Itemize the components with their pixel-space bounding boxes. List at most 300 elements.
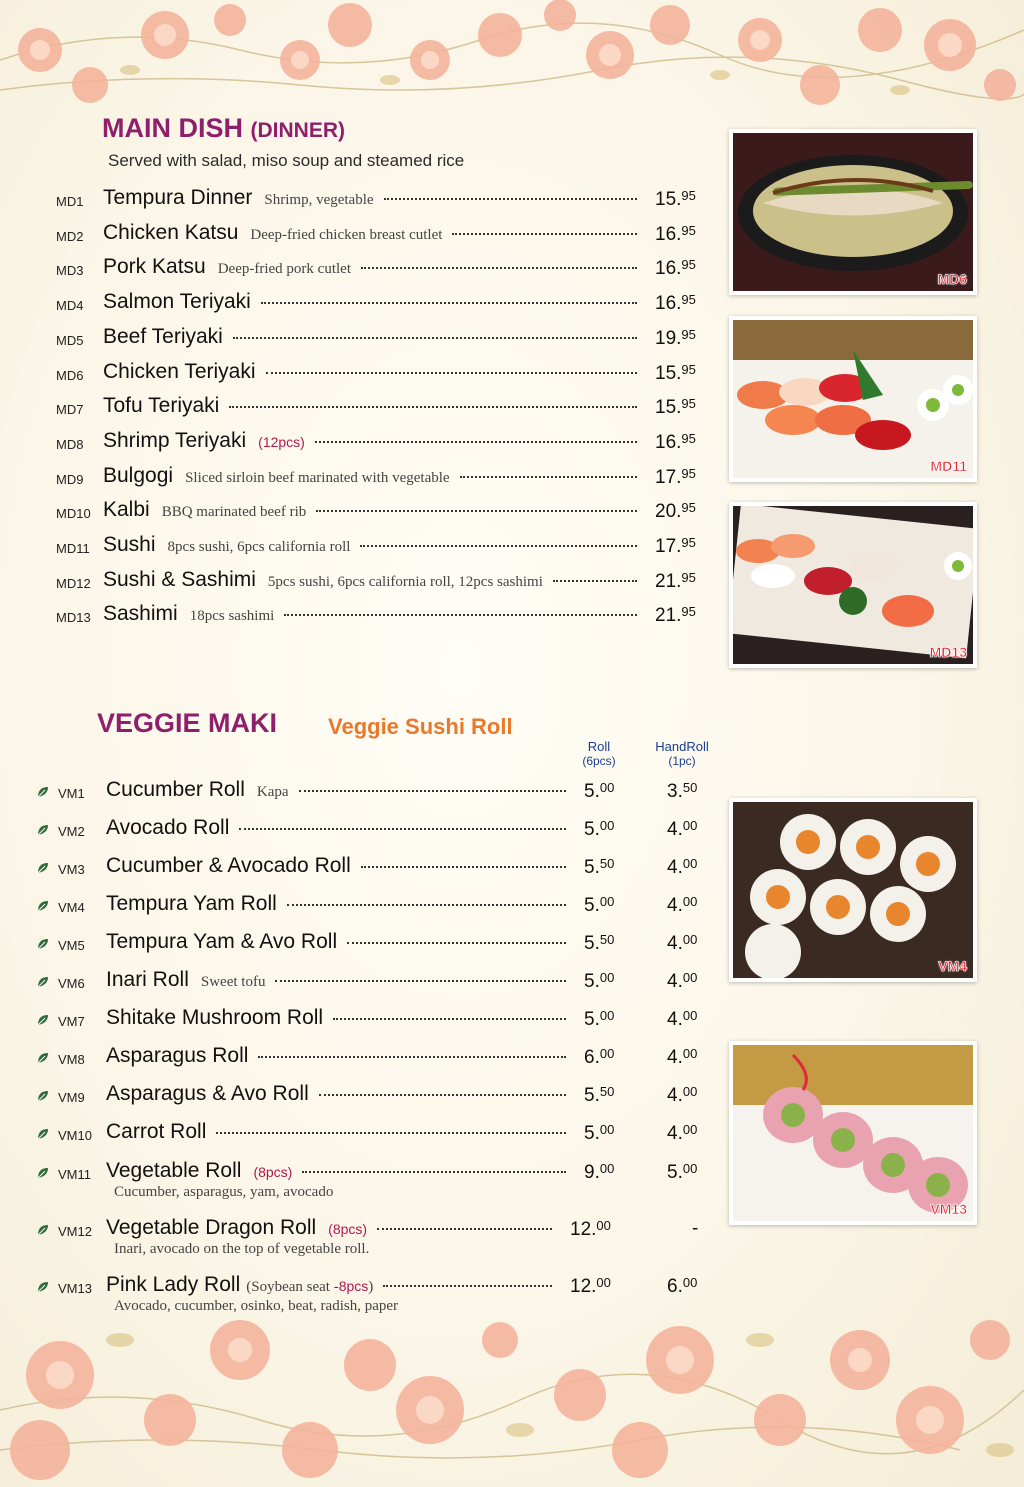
- roll-price: [584, 818, 614, 841]
- price-dollars: 4.: [667, 819, 683, 840]
- item-name: Pink Lady Roll: [106, 1273, 241, 1296]
- item-line: [106, 816, 572, 840]
- roll-price: [584, 932, 614, 955]
- menu-row-vm11: [36, 1159, 706, 1200]
- menu-row-vm13: [36, 1273, 706, 1314]
- item-description: Deep-fried chicken breast cutlet: [250, 226, 443, 243]
- price-dollars: 5.: [584, 933, 600, 954]
- item-line: [103, 255, 643, 279]
- menu-row-md13: [56, 602, 702, 632]
- item-name: Vegetable Roll: [106, 1159, 242, 1182]
- menu-row-vm8: [36, 1044, 706, 1074]
- veggie-maki-subtitle: Veggie Sushi Roll: [328, 714, 513, 739]
- item-name: Kalbi: [103, 498, 150, 522]
- dot-leader: [239, 828, 566, 830]
- handroll-price: [667, 970, 697, 993]
- item-name: Asparagus Roll: [106, 1044, 249, 1067]
- menu-row-md4: [56, 290, 702, 320]
- dot-leader: [302, 1171, 566, 1173]
- dot-leader: [275, 980, 566, 982]
- price-dollars: 5.: [584, 971, 600, 992]
- dot-leader: [333, 1018, 566, 1020]
- handroll-price: [667, 856, 697, 879]
- item-code: MD4: [56, 298, 84, 314]
- price-dollars: 16.: [655, 431, 682, 453]
- price-cents: 95: [681, 569, 696, 585]
- item-price: [655, 223, 696, 246]
- item-description: Deep-fried pork cutlet: [217, 261, 351, 278]
- dot-leader: [553, 580, 637, 582]
- price-cents: 50: [599, 932, 615, 947]
- price-cents: 00: [682, 1161, 698, 1176]
- menu-row-md8: [56, 429, 702, 459]
- dot-leader: [377, 1228, 552, 1230]
- leaf-icon: [36, 899, 50, 913]
- item-code: VM8: [58, 1052, 85, 1067]
- handroll-price: [667, 818, 697, 841]
- item-piece-count: (8pcs): [253, 1164, 293, 1180]
- price-dollars: 4.: [667, 895, 683, 916]
- column-header-roll-qty: (6pcs): [582, 754, 616, 768]
- column-header-handroll-label: HandRoll: [655, 739, 709, 754]
- item-line: [106, 968, 572, 992]
- item-piece-count: (12pcs): [258, 433, 305, 450]
- leaf-icon: [36, 1223, 50, 1237]
- price-dollars: 20.: [655, 501, 682, 523]
- item-name: Shitake Mushroom Roll: [106, 1006, 324, 1029]
- item-description: 5pcs sushi, 6pcs california roll, 12pcs sashimi: [267, 573, 543, 590]
- item-code: MD7: [56, 402, 84, 418]
- item-line: [103, 464, 643, 488]
- roll-price: [584, 970, 614, 993]
- item-code: VM2: [58, 824, 85, 839]
- price-cents: 50: [682, 780, 698, 795]
- item-price: [655, 431, 696, 454]
- item-line: [106, 892, 572, 916]
- photo-tag: VM4: [938, 958, 967, 974]
- item-price: [655, 327, 696, 350]
- dot-leader: [261, 302, 637, 304]
- item-code: VM13: [58, 1281, 92, 1296]
- item-name: Sushi & Sashimi: [103, 567, 256, 591]
- price-cents: 95: [681, 257, 696, 273]
- photo-md11: [729, 316, 977, 482]
- handroll-price: [667, 894, 697, 917]
- item-name: Tempura Yam Roll: [106, 892, 277, 915]
- item-name: Avocado Roll: [106, 816, 230, 839]
- roll-price: [584, 780, 614, 803]
- menu-row-vm4: [36, 892, 706, 922]
- item-price: [655, 188, 696, 211]
- dot-leader: [258, 1056, 566, 1058]
- item-code: MD3: [56, 263, 84, 279]
- menu-row-vm12: [36, 1216, 706, 1257]
- dot-leader: [284, 614, 637, 616]
- dot-leader: [216, 1132, 566, 1134]
- menu-row-md1: [56, 186, 702, 216]
- price-dollars: 17.: [655, 466, 682, 488]
- price-dollars: 21.: [655, 570, 682, 592]
- item-name: Cucumber Roll: [106, 778, 245, 801]
- leaf-icon: [36, 937, 50, 951]
- dot-leader: [361, 866, 566, 868]
- price-dollars: 4.: [667, 1009, 683, 1030]
- price-cents: 00: [596, 1275, 611, 1290]
- item-line: [103, 325, 643, 349]
- handroll-price: [667, 1008, 697, 1031]
- item-code: MD5: [56, 332, 84, 348]
- item-name: Asparagus & Avo Roll: [106, 1082, 309, 1105]
- item-description: (Soybean seat -: [246, 1279, 339, 1295]
- handroll-price: [692, 1218, 698, 1240]
- price-dollars: 5.: [667, 1162, 683, 1183]
- price-dollars: 5.: [584, 895, 600, 916]
- dot-leader: [233, 337, 637, 339]
- menu-row-vm7: [36, 1006, 706, 1036]
- roll-price: [584, 894, 614, 917]
- price-dollars: 15.: [655, 397, 682, 419]
- menu-row-vm2: [36, 816, 706, 846]
- item-line: [106, 1044, 572, 1068]
- dot-leader: [287, 904, 566, 906]
- item-code: MD1: [56, 194, 84, 209]
- floral-border-top: [0, 0, 1024, 120]
- item-price: [655, 500, 696, 523]
- item-description: Sliced sirloin beef marinated with vegetable: [185, 469, 450, 486]
- photo-md13: [729, 502, 977, 668]
- photo-tag: MD13: [929, 644, 967, 660]
- item-line: [106, 1006, 572, 1030]
- column-header-roll-label: Roll: [587, 739, 611, 754]
- item-line: [106, 1216, 558, 1240]
- price-dollars: 19.: [655, 327, 682, 349]
- dot-leader: [360, 545, 637, 547]
- menu-row-md3: [56, 255, 702, 285]
- price-cents: 00: [682, 856, 698, 871]
- item-name: Bulgogi: [103, 463, 174, 487]
- item-line: [103, 533, 643, 557]
- leaf-icon: [36, 1127, 50, 1141]
- price-cents: 00: [599, 894, 615, 909]
- item-code: VM4: [58, 900, 85, 915]
- item-code: MD6: [56, 367, 84, 383]
- dot-leader: [229, 406, 637, 408]
- price-cents: 50: [599, 1084, 615, 1099]
- handroll-price: [667, 932, 697, 955]
- price-dollars: -: [692, 1218, 699, 1239]
- price-dollars: 5.: [584, 1123, 600, 1144]
- item-description: Kapa: [256, 784, 289, 800]
- item-line: [106, 930, 572, 954]
- item-line: [103, 568, 643, 592]
- leaf-icon: [36, 823, 50, 837]
- item-code: VM12: [58, 1224, 92, 1239]
- price-cents: 95: [681, 430, 696, 446]
- menu-row-vm10: [36, 1120, 706, 1150]
- menu-row-md9: [56, 464, 702, 494]
- leaf-icon: [36, 1280, 50, 1294]
- price-cents: 95: [681, 222, 696, 238]
- dot-leader: [319, 1094, 566, 1096]
- menu-row-vm9: [36, 1082, 706, 1112]
- price-cents: 50: [599, 856, 615, 871]
- menu-row-vm3: [36, 854, 706, 884]
- item-code: VM10: [58, 1128, 92, 1143]
- item-line: [103, 498, 643, 522]
- price-cents: 95: [681, 465, 696, 481]
- menu-row-vm6: [36, 968, 706, 998]
- price-cents: 00: [599, 1046, 615, 1061]
- item-line: [106, 1120, 572, 1144]
- item-name: Shrimp Teriyaki: [103, 428, 247, 452]
- roll-price: [584, 1046, 614, 1069]
- dot-leader: [460, 476, 637, 478]
- price-dollars: 16.: [655, 258, 682, 280]
- price-dollars: 17.: [655, 536, 682, 557]
- item-ingredients: Avocado, cucumber, osinko, beat, radish, paper: [114, 1298, 399, 1314]
- item-code: VM5: [58, 938, 85, 953]
- price-dollars: 5.: [584, 1085, 600, 1106]
- leaf-icon: [36, 785, 50, 799]
- price-cents: 00: [682, 1084, 698, 1099]
- menu-row-md11: [56, 533, 702, 563]
- item-code: VM11: [58, 1167, 91, 1182]
- item-line: [103, 360, 643, 384]
- price-cents: 00: [682, 1275, 698, 1290]
- item-line: [106, 778, 572, 802]
- veggie-maki-title: VEGGIE MAKI: [97, 708, 278, 738]
- price-dollars: 16.: [655, 223, 682, 245]
- handroll-price: [667, 1122, 697, 1145]
- column-header-roll: [570, 740, 628, 768]
- main-dish-subtitle: Served with salad, miso soup and steamed rice: [108, 151, 465, 170]
- item-name: Chicken Katsu: [103, 220, 239, 244]
- item-piece-count: 8pcs: [338, 1278, 369, 1294]
- dot-leader: [383, 1285, 552, 1287]
- photo-vm13: [729, 1041, 977, 1225]
- item-description: Sweet tofu: [200, 974, 266, 990]
- column-header-handroll-qty: (1pc): [668, 754, 696, 768]
- item-ingredients: Cucumber, asparagus, yam, avocado: [114, 1184, 334, 1200]
- item-code: MD8: [56, 436, 84, 452]
- item-price: [655, 570, 696, 593]
- price-cents: 00: [682, 818, 698, 833]
- item-line: [103, 602, 643, 626]
- item-name: Pork Katsu: [103, 255, 206, 279]
- price-dollars: 5.: [584, 1009, 600, 1030]
- price-cents: 95: [681, 396, 696, 412]
- photo-tag: MD11: [930, 458, 967, 474]
- dot-leader: [384, 198, 637, 200]
- leaf-icon: [36, 1013, 50, 1027]
- handroll-price: [667, 1084, 697, 1107]
- item-price: [655, 466, 696, 489]
- roll-price: [584, 1122, 614, 1145]
- price-dollars: 4.: [667, 971, 683, 992]
- item-price: [655, 362, 696, 385]
- leaf-icon: [36, 1089, 50, 1103]
- item-description: BBQ marinated beef rib: [161, 504, 307, 521]
- price-cents: 00: [682, 1008, 698, 1023]
- item-line: [103, 394, 643, 418]
- item-name: Beef Teriyaki: [103, 324, 223, 348]
- menu-row-md12: [56, 568, 702, 598]
- item-description: 8pcs sushi, 6pcs california roll: [167, 539, 351, 555]
- item-code: VM6: [58, 976, 85, 991]
- price-cents: 95: [681, 604, 696, 620]
- roll-price: [570, 1275, 611, 1298]
- menu-row-md6: [56, 360, 702, 390]
- price-cents: 95: [681, 500, 696, 516]
- item-ingredients: Inari, avocado on the top of vegetable roll.: [114, 1241, 370, 1257]
- item-line: [103, 290, 643, 314]
- dot-leader: [299, 790, 566, 792]
- price-dollars: 3.: [667, 781, 683, 802]
- price-dollars: 15.: [655, 362, 682, 384]
- price-dollars: 4.: [667, 1085, 683, 1106]
- floral-border-bottom: [0, 1300, 1024, 1487]
- leaf-icon: [36, 975, 50, 989]
- item-name: Salmon Teriyaki: [103, 290, 251, 314]
- price-cents: 00: [599, 1161, 615, 1176]
- price-dollars: 9.: [584, 1162, 600, 1183]
- price-cents: 00: [682, 1122, 698, 1137]
- item-name: Sashimi: [103, 602, 178, 626]
- roll-price: [584, 1084, 614, 1107]
- dot-leader: [347, 942, 566, 944]
- item-name: Cucumber & Avocado Roll: [106, 854, 351, 877]
- column-header-handroll: [648, 740, 716, 768]
- leaf-icon: [36, 1051, 50, 1065]
- item-name: Vegetable Dragon Roll: [106, 1216, 317, 1239]
- price-dollars: 4.: [667, 933, 683, 954]
- handroll-price: [667, 1046, 697, 1069]
- item-code: MD9: [56, 471, 84, 487]
- item-price: [655, 292, 696, 315]
- price-cents: 00: [599, 818, 615, 833]
- price-cents: 00: [682, 1046, 698, 1061]
- item-code: VM7: [58, 1014, 85, 1029]
- price-cents: 00: [599, 1008, 615, 1023]
- menu-row-vm5: [36, 930, 706, 960]
- price-cents: 95: [681, 361, 696, 377]
- price-cents: 00: [682, 970, 698, 985]
- item-piece-count: (8pcs): [328, 1221, 368, 1237]
- item-line: [106, 1159, 572, 1183]
- item-line: [103, 221, 643, 245]
- dot-leader: [361, 267, 637, 269]
- main-dish-title: MAIN DISH (DINNER): [102, 113, 346, 143]
- item-name: Carrot Roll: [106, 1120, 207, 1143]
- dot-leader: [266, 372, 637, 374]
- item-name: Tofu Teriyaki: [103, 394, 220, 418]
- photo-tag: MD6: [937, 271, 967, 287]
- price-cents: 00: [682, 894, 698, 909]
- main-dish-title-suffix: (DINNER): [250, 119, 346, 142]
- price-dollars: 5.: [584, 819, 600, 840]
- price-dollars: 5.: [584, 781, 600, 802]
- roll-price: [584, 1008, 614, 1031]
- price-dollars: 12.: [570, 1219, 597, 1240]
- roll-price: [584, 1161, 614, 1184]
- price-dollars: 4.: [667, 1047, 683, 1068]
- item-code: VM9: [58, 1090, 85, 1105]
- price-dollars: 12.: [570, 1276, 597, 1297]
- menu-row-md5: [56, 325, 702, 355]
- price-dollars: 5.: [584, 857, 600, 878]
- roll-price: [584, 856, 614, 879]
- item-code: VM3: [58, 862, 85, 877]
- menu-row-md7: [56, 394, 702, 424]
- item-name: Tempura Dinner: [103, 186, 253, 209]
- item-description: Shrimp, vegetable: [264, 192, 374, 208]
- item-line: [106, 854, 572, 878]
- price-dollars: 4.: [667, 1123, 683, 1144]
- price-dollars: 4.: [667, 857, 683, 878]
- item-line: [106, 1273, 558, 1297]
- photo-vm4: [729, 798, 977, 982]
- leaf-icon: [36, 861, 50, 875]
- price-dollars: 15.: [655, 189, 682, 210]
- price-cents: 00: [596, 1218, 611, 1233]
- price-cents: 00: [599, 780, 615, 795]
- item-line: [106, 1082, 572, 1106]
- item-code: MD12: [56, 575, 91, 591]
- item-code: MD10: [56, 506, 91, 522]
- item-line: [103, 429, 643, 453]
- dot-leader: [315, 441, 637, 443]
- item-code: MD2: [56, 228, 84, 244]
- item-name: Tempura Yam & Avo Roll: [106, 930, 338, 953]
- handroll-price: [667, 1161, 697, 1184]
- price-cents: 95: [681, 188, 696, 203]
- price-cents: 95: [681, 292, 696, 308]
- menu-row-md10: [56, 498, 702, 528]
- price-dollars: 21.: [655, 605, 682, 627]
- dot-leader: [452, 233, 637, 235]
- dot-leader: [316, 510, 637, 512]
- photo-tag: VM13: [930, 1201, 967, 1217]
- price-cents: 00: [682, 932, 698, 947]
- handroll-price: [667, 780, 697, 803]
- item-price: [655, 604, 696, 627]
- menu-row-vm1: [36, 778, 706, 808]
- item-name: Inari Roll: [106, 968, 189, 991]
- roll-price: [570, 1218, 611, 1241]
- price-dollars: 6.: [667, 1276, 683, 1297]
- handroll-price: [667, 1275, 697, 1298]
- item-price: [655, 535, 696, 558]
- item-code: MD13: [56, 610, 91, 626]
- item-name: Sushi: [103, 533, 156, 556]
- price-dollars: 6.: [584, 1047, 600, 1068]
- item-name: Chicken Teriyaki: [103, 359, 256, 383]
- item-description: 18pcs sashimi: [189, 608, 275, 625]
- menu-row-md2: [56, 221, 702, 251]
- price-cents: 95: [681, 326, 696, 342]
- leaf-icon: [36, 1166, 50, 1180]
- price-cents: 00: [599, 970, 615, 985]
- price-cents: 00: [599, 1122, 615, 1137]
- item-price: [655, 257, 696, 280]
- item-code: MD11: [56, 541, 90, 556]
- item-description-end: ): [368, 1279, 374, 1295]
- photo-md6: [729, 129, 977, 295]
- item-line: [103, 186, 643, 210]
- item-price: [655, 396, 696, 419]
- price-cents: 95: [681, 535, 696, 550]
- price-dollars: 16.: [655, 293, 682, 315]
